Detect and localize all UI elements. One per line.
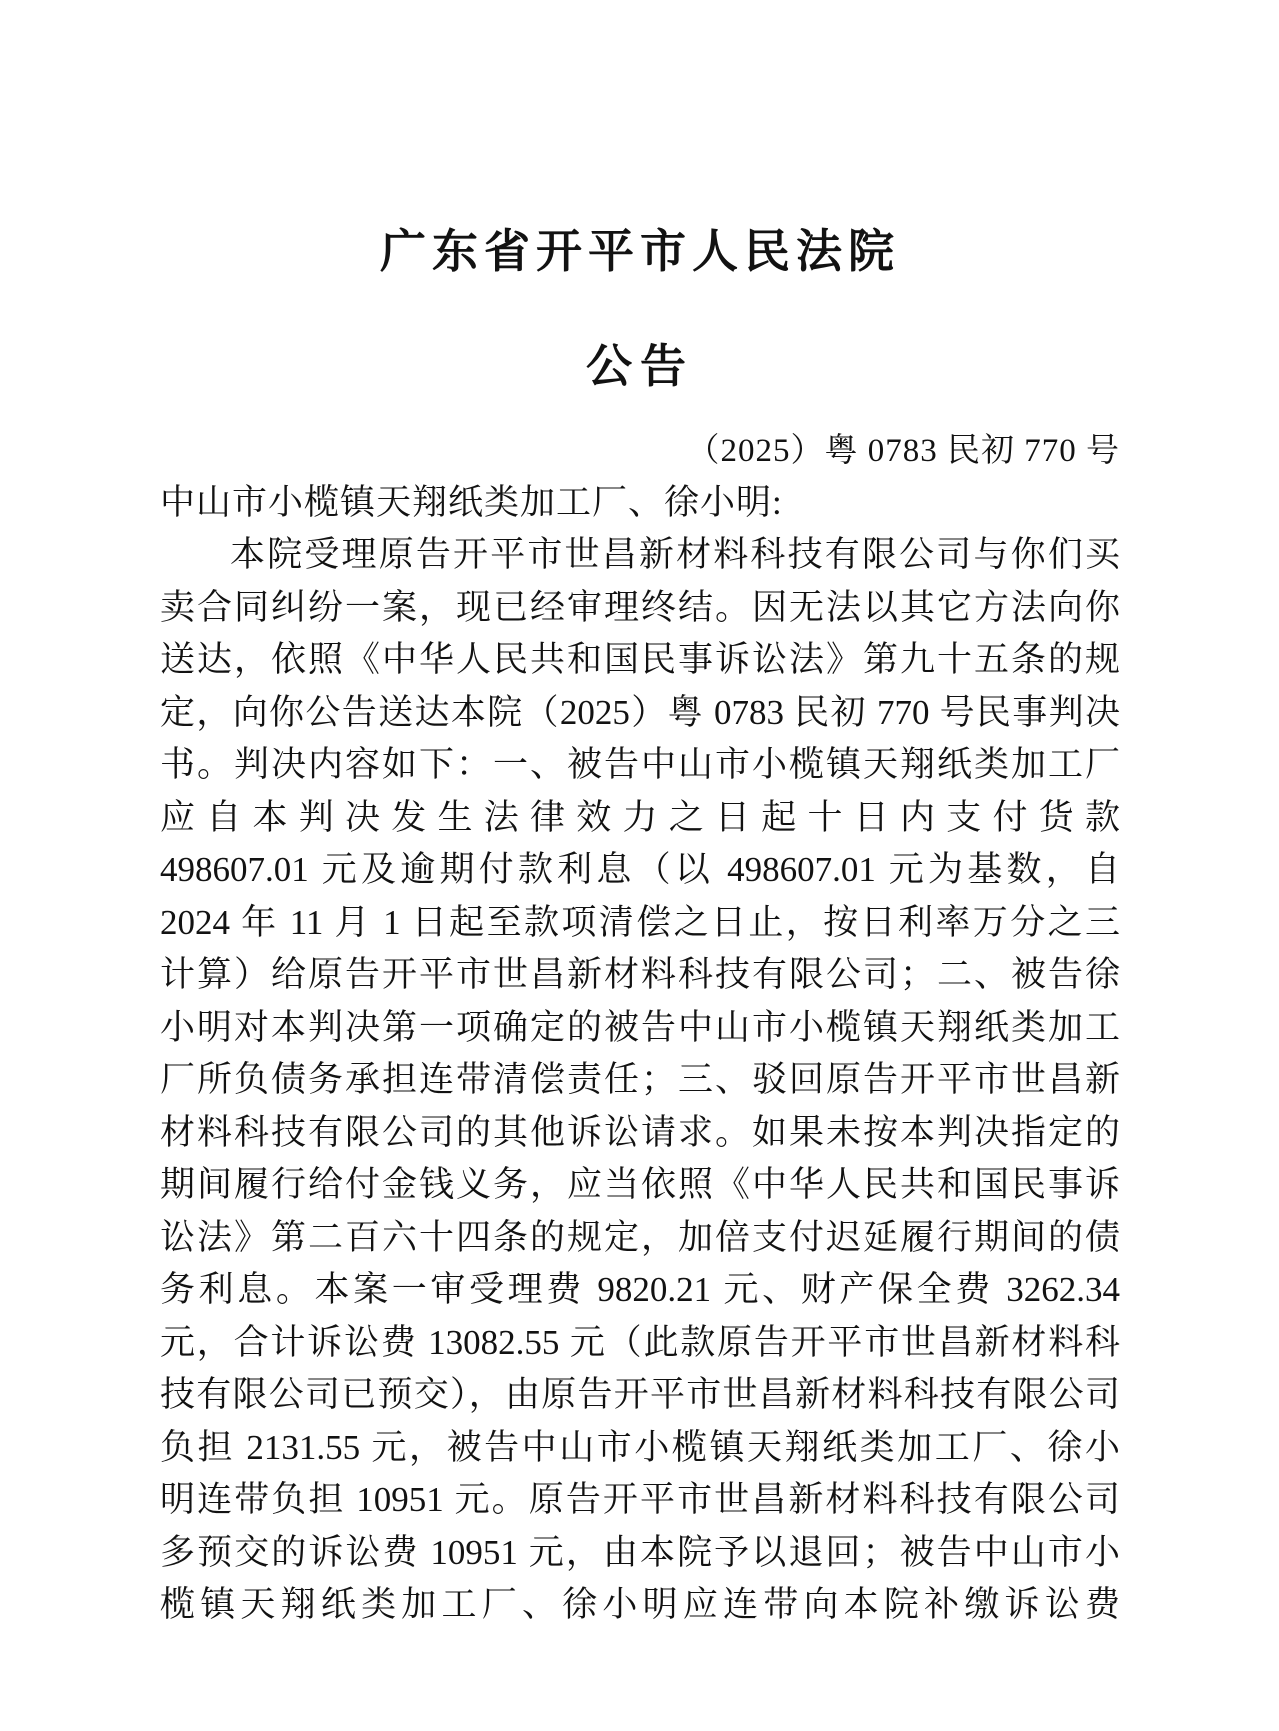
document-content (160, 0, 1120, 1632)
body-line: 元，合计诉讼费 13082.55 元（此款原告开平市世昌新材料科 (160, 1322, 1120, 1362)
body-line: 2024 年 11 月 1 日起至款项清偿之日止，按日利率万分之三 (160, 902, 1120, 942)
body-line: 应自本判决发生法律效力之日起十日内支付货款 (160, 797, 1120, 837)
court-name-heading: 广东省开平市人民法院 (380, 226, 900, 277)
body-line: 讼法》第二百六十四条的规定，加倍支付迟延履行期间的债 (160, 1217, 1120, 1257)
body-line: 送达，依照《中华人民共和国民事诉讼法》第九十五条的规 (160, 640, 1120, 679)
body-line: 材料科技有限公司的其他诉讼请求。如果未按本判决指定的 (160, 1112, 1120, 1152)
recipient-line: 中山市小榄镇天翔纸类加工厂、徐小明: (160, 483, 783, 522)
body-line: 计算）给原告开平市世昌新材料科技有限公司；二、被告徐 (160, 955, 1120, 994)
body-line: 多预交的诉讼费 10951 元，由本院予以退回；被告中山市小 (160, 1532, 1120, 1572)
body-line: 本院受理原告开平市世昌新材料科技有限公司与你们买 (230, 535, 1120, 574)
body-line: 498607.01 元及逾期付款利息（以 498607.01 元为基数，自 (160, 850, 1120, 889)
body-line: 务利息。本案一审受理费 9820.21 元、财产保全费 3262.34 (160, 1270, 1120, 1309)
body-line: 小明对本判决第一项确定的被告中山市小榄镇天翔纸类加工 (160, 1007, 1120, 1047)
body-line: 厂所负债务承担连带清偿责任；三、驳回原告开平市世昌新 (160, 1060, 1120, 1099)
body-line: 榄镇天翔纸类加工厂、徐小明应连带向本院补缴诉讼费 (160, 1585, 1120, 1624)
body-line: 卖合同纠纷一案，现已经审理终结。因无法以其它方法向你 (160, 587, 1120, 627)
body-line: 定，向你公告送达本院（2025）粤 0783 民初 770 号民事判决 (160, 692, 1120, 732)
body-line: 明连带负担 10951 元。原告开平市世昌新材料科技有限公司 (160, 1480, 1120, 1519)
case-number: （2025）粤 0783 民初 770 号 (686, 433, 1120, 469)
body-line: 期间履行给付金钱义务，应当依照《中华人民共和国民事诉 (160, 1165, 1120, 1204)
document-type-heading: 公告 (586, 341, 694, 392)
body-line: 负担 2131.55 元，被告中山市小榄镇天翔纸类加工厂、徐小 (160, 1427, 1120, 1467)
body-line: 技有限公司已预交），由原告开平市世昌新材料科技有限公司 (160, 1375, 1120, 1414)
body-line: 书。判决内容如下：一、被告中山市小榄镇天翔纸类加工厂 (160, 745, 1120, 784)
